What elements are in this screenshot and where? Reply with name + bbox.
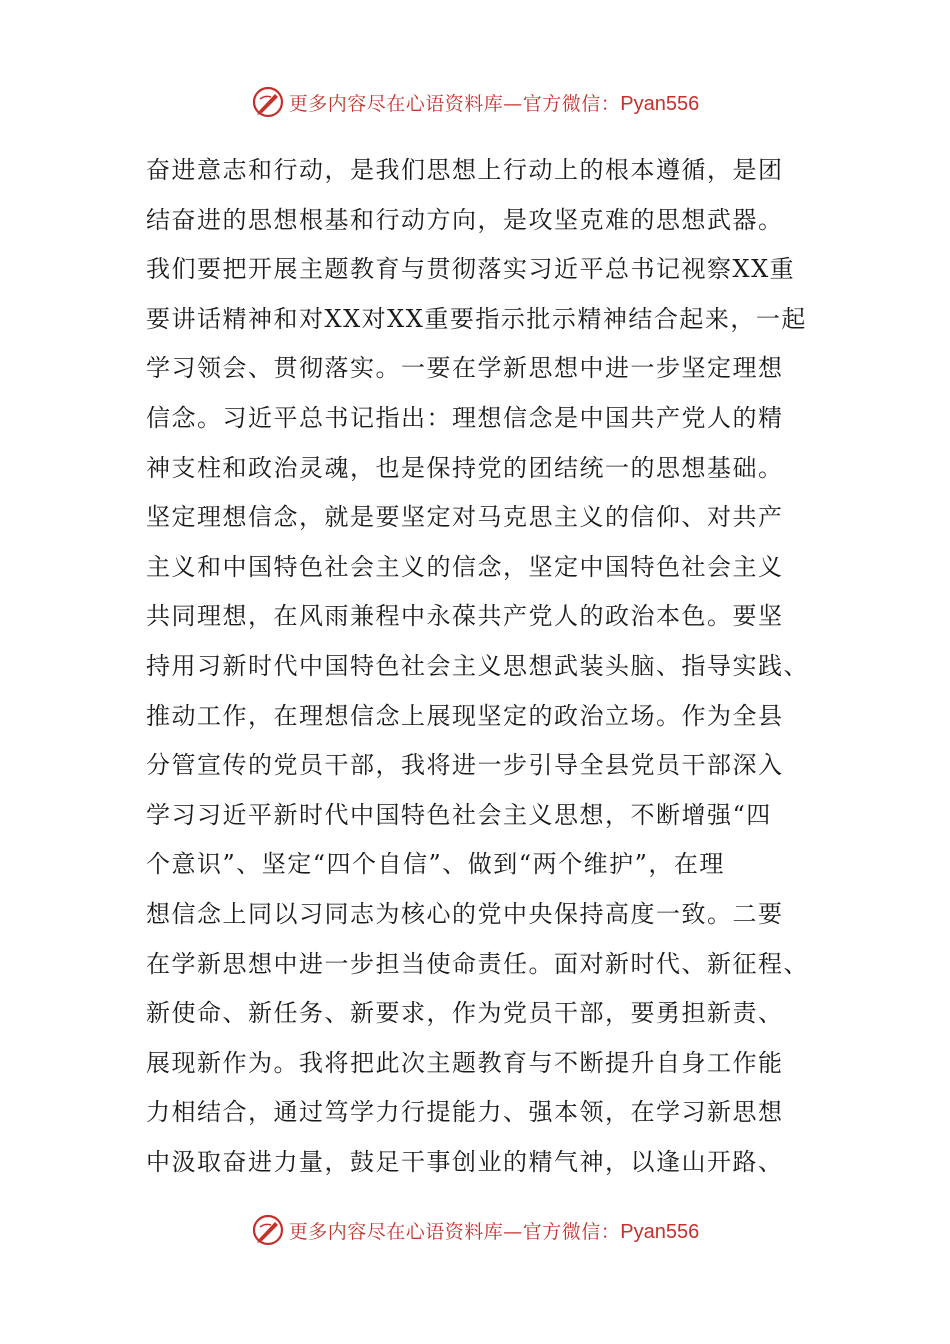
body-line: 力相结合，通过笃学力行提能力、强本领，在学习新思想 — [146, 1098, 784, 1127]
body-line: 学习领会、贯彻落实。一要在学新思想中进一步坚定理想 — [146, 354, 784, 383]
body-line: 在学新思想中进一步担当使命责任。面对新时代、新征程、 — [146, 949, 809, 978]
footer-handle: Pyan556 — [620, 1220, 700, 1243]
pen-logo-icon — [251, 1213, 285, 1247]
body-line: 想信念上同以习同志为核心的党中央保持高度一致。二要 — [146, 899, 784, 928]
header-site-text: 更多内容尽在心语资料库—官方微信： — [288, 92, 621, 115]
body-line: 中汲取奋进力量，鼓足干事创业的精气神，以逢山开路、 — [146, 1147, 784, 1176]
body-line: 结奋进的思想根基和行动方向，是攻坚克难的思想武器。 — [146, 205, 784, 234]
footer-banner — [0, 1210, 950, 1250]
body-line: 我们要把开展主题教育与贯彻落实习近平总书记视察XX重 — [146, 255, 796, 284]
pen-logo-icon — [251, 85, 285, 119]
body-line: 持用习新时代中国特色社会主义思想武装头脑、指导实践、 — [146, 651, 809, 680]
body-line: 共同理想，在风雨兼程中永葆共产党人的政治本色。要坚 — [146, 602, 784, 631]
body-line: 信念。习近平总书记指出：理想信念是中国共产党人的精 — [146, 403, 784, 432]
body-line: 坚定理想信念，就是要坚定对马克思主义的信仰、对共产 — [146, 503, 784, 532]
body-line: 推动工作，在理想信念上展现坚定的政治立场。作为全县 — [146, 701, 784, 730]
footer-banner-text — [289, 1217, 699, 1244]
header-banner-text — [289, 89, 699, 116]
document-body — [146, 146, 816, 1187]
body-line: 分管宣传的党员干部，我将进一步引导全县党员干部深入 — [146, 751, 784, 780]
footer-site-text: 更多内容尽在心语资料库—官方微信： — [288, 1220, 621, 1243]
header-banner — [0, 82, 950, 122]
body-line: 展现新作为。我将把此次主题教育与不断提升自身工作能 — [146, 1048, 784, 1077]
body-line: 奋进意志和行动，是我们思想上行动上的根本遵循，是团 — [146, 156, 784, 184]
body-line: 要讲话精神和对XX对XX重要指示批示精神结合起来，一起 — [146, 304, 807, 333]
body-line: 新使命、新任务、新要求，作为党员干部，要勇担新责、 — [146, 999, 784, 1028]
header-handle: Pyan556 — [620, 92, 700, 115]
body-line: 神支柱和政治灵魂，也是保持党的团结统一的思想基础。 — [146, 453, 784, 482]
body-line: 主义和中国特色社会主义的信念，坚定中国特色社会主义 — [146, 552, 784, 581]
body-line: 个意识”、坚定“四个自信”、做到“两个维护”，在理 — [146, 850, 725, 879]
body-line: 学习习近平新时代中国特色社会主义思想，不断增强“四 — [146, 800, 772, 829]
